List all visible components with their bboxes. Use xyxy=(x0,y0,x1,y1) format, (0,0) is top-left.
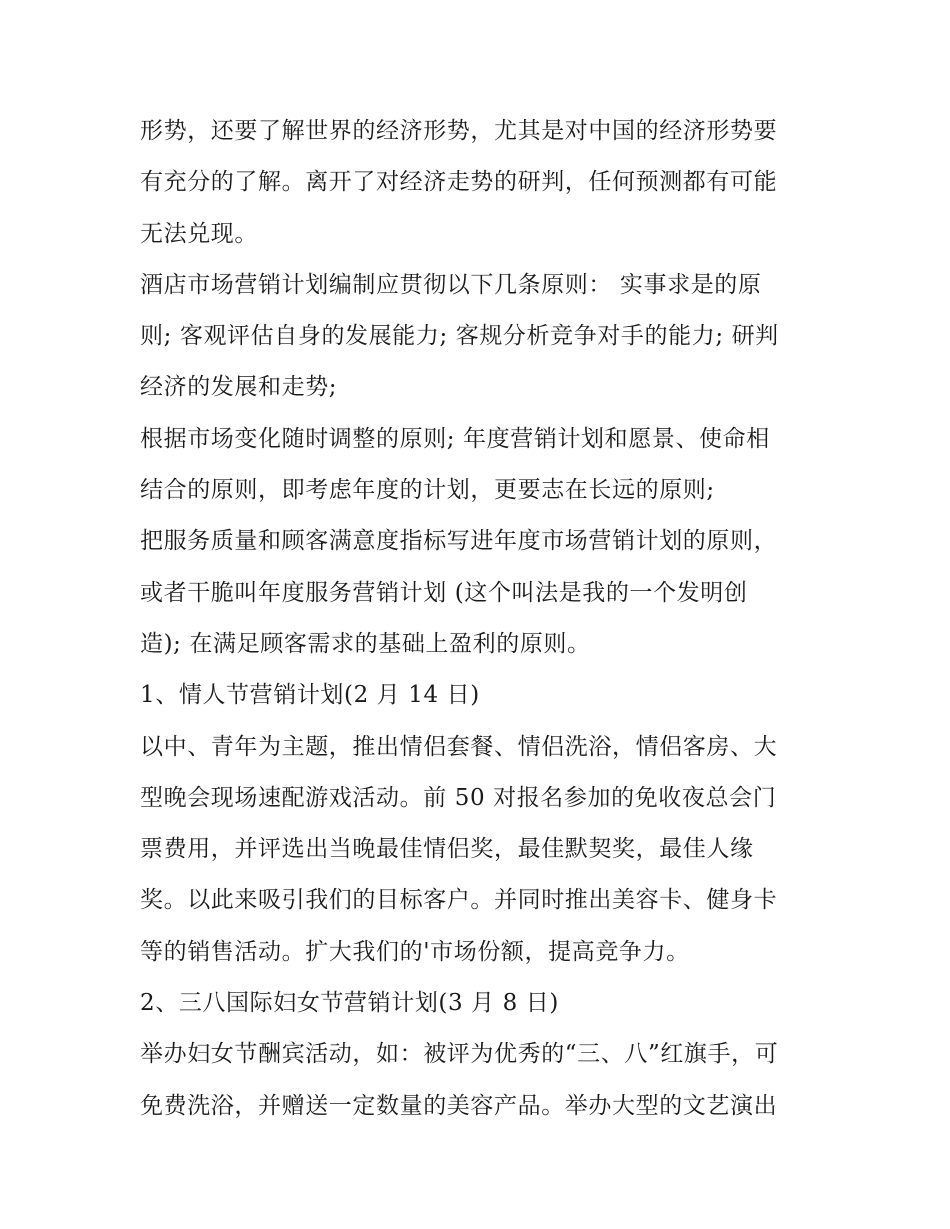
text-line: 把服务质量和顾客满意度指标写进年度市场营销计划的原则， xyxy=(140,528,778,555)
section-heading-valentines: 1、情人节营销计划(2 月 14 日) xyxy=(140,682,480,709)
text-line: 形势，还要了解世界的经济形势，尤其是对中国的经济形势要 xyxy=(140,118,778,144)
section-heading-womens-day: 2、三八国际妇女节营销计划(3 月 8 日) xyxy=(140,990,559,1017)
text-line: 酒店市场营销计划编制应贯彻以下几条原则： 实事求是的原 xyxy=(140,271,762,298)
body-text xyxy=(140,106,820,1132)
text-line: 则; 客观评估自身的发展能力; 客规分析竞争对手的能力; 研判 xyxy=(140,323,779,350)
text-line: 等的销售活动。扩大我们的'市场份额，提高竞争力。 xyxy=(140,938,690,965)
text-line: 有充分的了解。离开了对经济走势的研判，任何预测都有可能 xyxy=(140,169,778,196)
text-line: 结合的原则，即考虑年度的计划，更要志在长远的原则; xyxy=(140,477,715,504)
text-line: 经济的发展和走势; xyxy=(140,374,338,401)
text-line: 无法兑现。 xyxy=(140,220,258,247)
text-line: 型晚会现场速配游戏活动。前 50 对报名参加的免收夜总会门 xyxy=(140,784,777,811)
text-line: 或者干脆叫年度服务营销计划 (这个叫法是我的一个发明创 xyxy=(140,579,748,606)
text-line: 免费洗浴，并赠送一定数量的美容产品。举办大型的文艺演出 xyxy=(140,1092,778,1119)
text-line: 票费用，并评选出当晚最佳情侣奖，最佳默契奖，最佳人缘 xyxy=(140,836,754,863)
text-line: 根据市场变化随时调整的原则; 年度营销计划和愿景、使命相 xyxy=(140,425,770,452)
text-line: 造); 在满足顾客需求的基础上盈利的原则。 xyxy=(140,630,591,657)
text-line: 举办妇女节酬宾活动，如：被评为优秀的“三、八”红旗手，可 xyxy=(140,1041,779,1068)
text-line: 以中、青年为主题，推出情侣套餐、情侣洗浴，情侣客房、大 xyxy=(140,733,778,760)
text-line: 奖。以此来吸引我们的目标客户。并同时推出美容卡、健身卡 xyxy=(140,887,778,914)
